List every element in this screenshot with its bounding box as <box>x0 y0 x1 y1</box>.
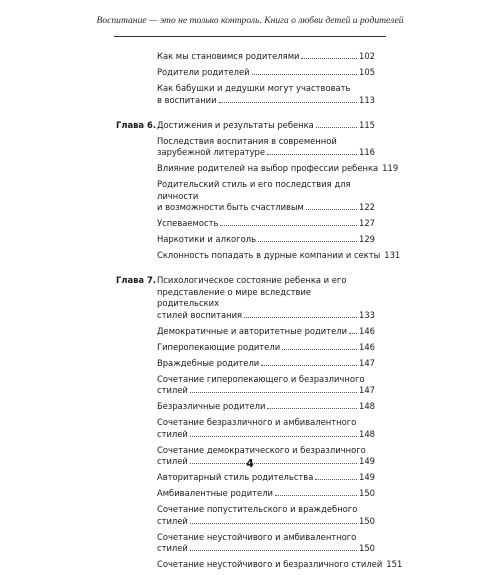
toc-entry-title-line: Сочетание демократического и безразличного <box>157 444 366 455</box>
dot-leader <box>316 120 357 128</box>
toc-entry-page: 148 <box>359 428 375 439</box>
toc-entry-leader-line <box>157 326 375 338</box>
toc-entry-page: 151 <box>386 559 403 569</box>
toc-entry-page: 150 <box>359 515 375 526</box>
toc-entry <box>157 83 375 106</box>
running-header: Воспитание — это не только контроль. Книга о любви детей и родителей <box>96 15 404 26</box>
toc-entry-leader-line <box>157 67 375 79</box>
toc-entry-leader-line <box>157 559 403 571</box>
toc-entry <box>157 67 375 79</box>
toc-entry-page: 146 <box>359 325 375 336</box>
toc-entry-page: 150 <box>359 488 375 498</box>
toc-entry <box>157 401 375 413</box>
toc-entry-page: 147 <box>359 357 375 368</box>
header-rule <box>114 36 386 37</box>
toc-entry-leader-line <box>157 250 401 262</box>
toc-entry <box>157 179 375 214</box>
toc-entry-title-line: Последствия воспитания в современной <box>157 135 337 146</box>
toc-entry-title: в воспитании <box>157 94 217 105</box>
toc-entry-leader-line <box>157 472 375 484</box>
toc-entry <box>157 51 375 63</box>
dot-leader <box>301 51 357 59</box>
toc-entry-title-line: Сочетание попустительского и враждебного <box>157 504 358 514</box>
toc-entry <box>157 374 375 397</box>
dot-leader <box>267 147 357 155</box>
chapter-7-heading <box>116 275 375 321</box>
dot-leader <box>315 472 357 480</box>
dot-leader <box>282 342 357 350</box>
toc-entry-leader-line <box>157 429 375 441</box>
toc-entry-page: 131 <box>384 250 401 260</box>
dot-leader <box>244 310 357 318</box>
toc-entry-leader-line <box>157 202 375 214</box>
toc-entry-title-line: Сочетание гиперопекающего и безразличного <box>157 373 365 384</box>
toc-entry-title: Как мы становимся родителями <box>157 51 300 61</box>
toc-entry <box>157 532 375 555</box>
toc-entry-leader-line <box>157 342 375 354</box>
toc-entry-leader-line <box>157 218 375 230</box>
toc-entry-leader-line <box>157 516 375 528</box>
dot-leader <box>190 516 357 524</box>
toc-entry-leader-line <box>157 120 375 132</box>
toc-entry-leader-line <box>157 310 375 322</box>
toc-entry-page: 102 <box>359 51 375 61</box>
toc-entry <box>157 358 375 370</box>
section-gap <box>0 266 500 275</box>
dot-leader <box>306 202 357 210</box>
toc-entry-title: Сочетание неустойчивого и безразличного стилей <box>157 559 383 569</box>
dot-leader <box>275 488 357 496</box>
toc-entry-title: зарубежной литературе <box>157 147 266 157</box>
toc-entry-title: Авторитарный стиль родительства <box>157 472 314 482</box>
toc-entry-title: стилей <box>157 543 188 553</box>
toc-entry-leader-line <box>157 163 399 175</box>
toc-entry-leader-line <box>157 147 375 159</box>
toc-entry <box>157 218 375 230</box>
toc-entry-page: 149 <box>359 456 375 466</box>
toc-entry-title: Гиперопекающие родители <box>157 341 281 352</box>
toc-entry <box>157 342 375 354</box>
toc-entry-title-line: представление о мире вследствие родительских <box>157 286 312 308</box>
toc-entry <box>157 136 375 159</box>
toc-entry-title: Амбивалентные родители <box>157 488 273 498</box>
toc-entry-title: Достижения и результаты ребенка <box>157 119 314 130</box>
page-number: 4 <box>246 457 254 470</box>
toc-entry-page: 150 <box>359 543 375 553</box>
toc-entry <box>157 250 401 262</box>
toc-entry-leader-line <box>157 543 375 555</box>
toc-entry-title-line: Родительский стиль и его последствия для личности <box>157 179 351 201</box>
table-of-contents <box>0 51 500 575</box>
toc-entry-page: 133 <box>359 309 375 320</box>
toc-entry-title: Безразличные родители <box>157 401 266 411</box>
dot-leader <box>258 234 357 242</box>
dot-leader <box>219 95 357 103</box>
toc-entry-title: стилей <box>157 456 188 466</box>
toc-entry-page: 146 <box>359 341 375 352</box>
toc-entry-title: стилей <box>157 428 188 439</box>
toc-entry <box>157 326 375 338</box>
toc-entry-leader-line <box>157 358 375 370</box>
toc-entry-page: 115 <box>359 119 375 130</box>
dot-leader <box>190 543 357 551</box>
toc-entry-title-line: Сочетание неустойчивого и амбивалентного <box>157 531 357 542</box>
chapter-label: Глава 7. <box>116 275 156 285</box>
toc-entry-page: 105 <box>359 67 375 77</box>
toc-entry <box>157 488 375 500</box>
chapter-6-heading <box>116 119 375 132</box>
dot-leader <box>261 358 357 366</box>
toc-entry-page: 149 <box>359 472 375 482</box>
toc-entry <box>157 504 375 527</box>
toc-entry-page: 148 <box>359 401 375 411</box>
toc-entry-title: стилей <box>157 515 188 526</box>
toc-entry-title: Демократичные и авторитетные родители <box>157 325 348 336</box>
toc-entry-page: 122 <box>359 202 375 212</box>
toc-entry-leader-line <box>157 488 375 500</box>
toc-entry-page: 129 <box>359 234 375 244</box>
toc-entry-title: стилей <box>157 385 188 395</box>
toc-entry-leader-line <box>157 95 375 107</box>
dot-leader <box>190 385 357 393</box>
toc-entry-title: Склонность попадать в дурные компании и секты <box>157 250 381 260</box>
toc-entry-title: Родители родителей <box>157 67 250 77</box>
toc-entry-page: 116 <box>359 147 375 157</box>
dot-leader <box>220 218 357 226</box>
toc-entry-title: и возможности быть счастливым <box>157 202 304 212</box>
dot-leader <box>267 401 357 409</box>
toc-entry-leader-line <box>157 401 375 413</box>
toc-entry-page: 147 <box>359 385 375 395</box>
toc-entry-title-line: Психологическое состояние ребенка и его <box>157 275 347 285</box>
dot-leader <box>190 429 357 437</box>
toc-entry-title: Наркотики и алкоголь <box>157 234 256 244</box>
toc-entry-title: Влияние родителей на выбор профессии ребенка <box>157 163 379 173</box>
toc-entry <box>157 163 399 175</box>
dot-leader <box>252 67 357 75</box>
toc-entry <box>157 234 375 246</box>
toc-entry-page: 113 <box>359 94 375 105</box>
toc-entry-leader-line <box>157 234 375 246</box>
section-gap <box>0 111 500 120</box>
toc-entry-title: Успеваемость <box>157 218 219 228</box>
toc-entry-leader-line <box>157 385 375 397</box>
toc-entry <box>157 417 375 440</box>
toc-entry-leader-line <box>157 51 375 63</box>
chapter-label: Глава 6. <box>116 119 156 130</box>
toc-entry-page: 127 <box>359 218 375 228</box>
dot-leader <box>349 326 357 334</box>
toc-entry-title-line: Сочетание безразличного и амбивалентного <box>157 417 357 427</box>
toc-entry-title: стилей воспитания <box>157 309 243 320</box>
toc-entry <box>157 472 375 484</box>
toc-entry-page: 119 <box>382 163 399 173</box>
toc-entry-title-line: Как бабушки и дедушки могут участвовать <box>157 83 351 93</box>
toc-entry-title: Враждебные родители <box>157 357 260 368</box>
toc-entry <box>157 559 403 571</box>
